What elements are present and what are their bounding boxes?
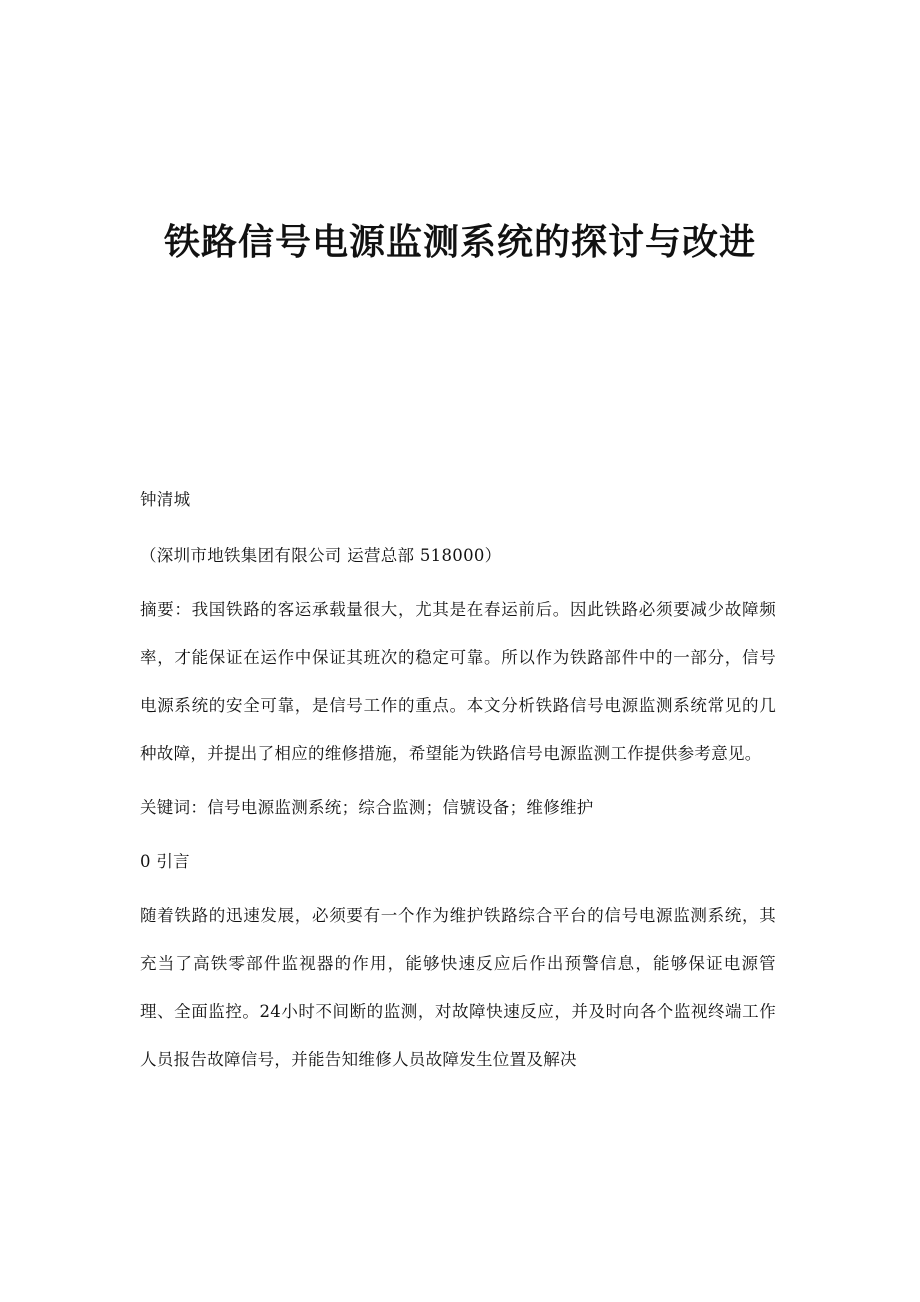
paper-title: 铁路信号电源监测系统的探讨与改进 [163, 221, 756, 263]
author-affiliation: （深圳市地铁集团有限公司 运营总部 518000） [140, 546, 502, 565]
section-heading-introduction: 0 引言 [140, 852, 190, 871]
author-name: 钟清城 [140, 490, 191, 509]
introduction-paragraph: 随着铁路的迅速发展，必须要有一个作为维护铁路综合平台的信号电源监测系统，其充当了高铁零部件监视器的作用，能够快速反应后作出预警信息，能够保证电源管理、全面监控。24小时不间断的监测，对故障快速反应，并及时向各个监视终端工作人员报告故障信号，并能告知维修人员故障发生位置及解决 [140, 906, 776, 1069]
abstract-paragraph: 摘要：我国铁路的客运承载量很大，尤其是在春运前后。因此铁路必须要减少故障频率，才能保证在运作中保证其班次的稳定可靠。所以作为铁路部件中的一部分，信号电源系统的安全可靠，是信号工作的重点。本文分析铁路信号电源监测系统常见的几种故障，并提出了相应的维修措施，希望能为铁路信号电源监测工作提供参考意见。 [140, 600, 776, 763]
keywords-line: 关键词：信号电源监测系统；综合监测；信號设备；维修维护 [140, 798, 594, 817]
paper-body [140, 484, 776, 1098]
